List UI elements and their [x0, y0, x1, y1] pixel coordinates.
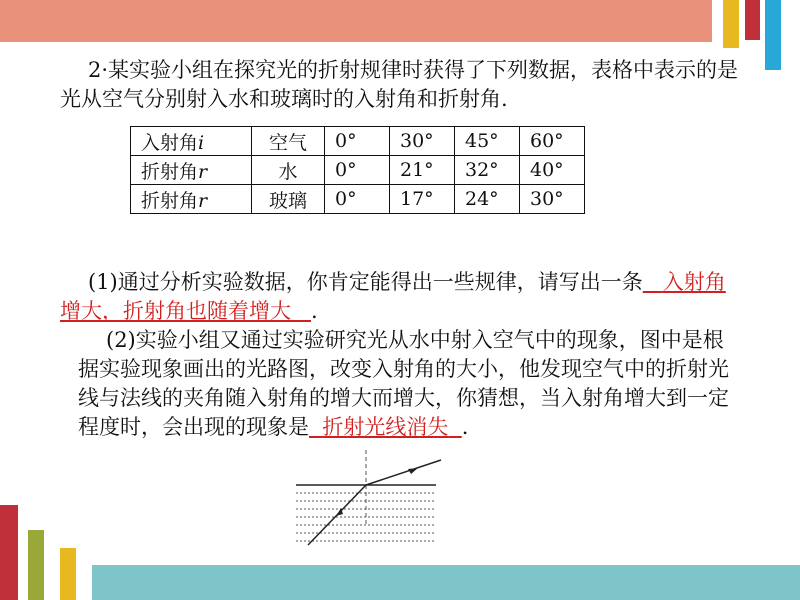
- data-table: [130, 126, 585, 214]
- refracted-ray: [366, 460, 441, 485]
- stripe-yellow-top: [723, 0, 739, 48]
- stripe-blue-top: [765, 0, 781, 70]
- refracted-arrow: [408, 468, 418, 474]
- table-cell: 0°: [325, 127, 390, 156]
- question-stem: [60, 56, 740, 114]
- row-label: 折射角r: [131, 185, 252, 214]
- table-cell: 0°: [325, 185, 390, 214]
- stripe-olive-bottom: [28, 530, 44, 600]
- question-parts: [60, 268, 738, 442]
- table-row: [131, 185, 585, 214]
- table-cell: 32°: [455, 156, 520, 185]
- table-cell: 40°: [520, 156, 585, 185]
- row-label: 折射角r: [131, 156, 252, 185]
- table-row: [131, 156, 585, 185]
- table-cell: 45°: [455, 127, 520, 156]
- stripe-red-bottom: [0, 505, 18, 600]
- footer-band: [92, 565, 800, 600]
- stripe-red-top: [745, 0, 760, 40]
- table-cell: 30°: [390, 127, 455, 156]
- stripe-yellow-bottom: [60, 548, 76, 600]
- table-cell: 60°: [520, 127, 585, 156]
- table-cell: 21°: [390, 156, 455, 185]
- question-text: ·某实验小组在探究光的折射规律时获得了下列数据，表格中表示的是光从空气分别射入水和玻璃时的入射角和折射角.: [60, 58, 739, 111]
- table-cell: 0°: [325, 156, 390, 185]
- header-band: [0, 0, 712, 42]
- medium-cell: 水: [252, 156, 325, 185]
- answer-1: 入射角增大，折射角也随着增大: [60, 270, 726, 323]
- medium-cell: 玻璃: [252, 185, 325, 214]
- table-row: [131, 127, 585, 156]
- table-cell: 30°: [520, 185, 585, 214]
- table-cell: 24°: [455, 185, 520, 214]
- answer-2: 折射光线消失: [322, 415, 449, 439]
- question-number: 2: [88, 58, 102, 82]
- row-label: 入射角i: [131, 127, 252, 156]
- part-2: (2)实验小组又通过实验研究光从水中射入空气中的现象，图中是根据实验现象画出的光路图，改变入射角的大小，他发现空气中的折射光线与法线的夹角随入射角的增大而增大，你猜想，当入射角增大到一定程度时，会出现的现象是 折射光线消失 .: [78, 328, 729, 439]
- part-1: (1)通过分析实验数据，你肯定能得出一些规律，请写出一条 入射角增大，折射角也随着增大 .: [60, 270, 726, 323]
- table-cell: 17°: [390, 185, 455, 214]
- light-path-diagram: [296, 450, 446, 550]
- medium-cell: 空气: [252, 127, 325, 156]
